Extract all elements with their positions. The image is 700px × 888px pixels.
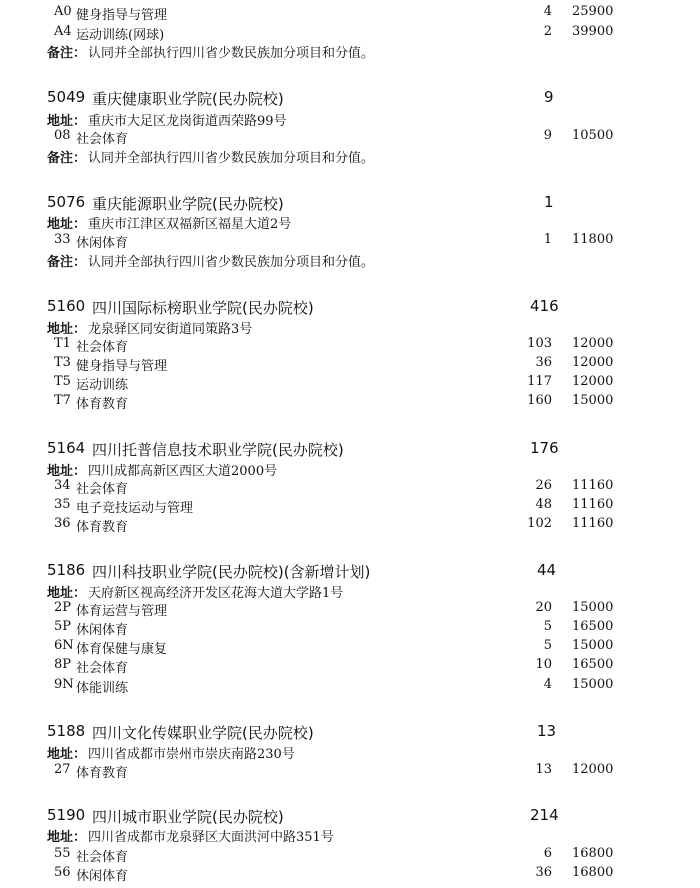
school-code: 5049 <box>47 88 86 106</box>
major-code: 56 <box>54 865 71 880</box>
major-name: 健身指导与管理 <box>76 359 168 374</box>
school-code: 5188 <box>47 722 86 740</box>
address-row <box>0 110 700 130</box>
major-plan: 36 <box>535 355 552 370</box>
major-row <box>0 762 700 782</box>
major-plan: 4 <box>543 677 552 692</box>
major-name: 社会体育 <box>76 482 129 497</box>
major-row <box>0 846 700 866</box>
major-name: 体育教育 <box>76 397 129 412</box>
major-plan: 1 <box>543 232 552 247</box>
major-plan: 6 <box>543 846 552 861</box>
address-label: 地址： <box>47 830 87 845</box>
school-name: 四川托普信息技术职业学院(民办院校) <box>92 441 344 459</box>
major-code: A4 <box>54 24 72 39</box>
major-plan: 5 <box>543 619 552 634</box>
major-plan: 160 <box>527 393 552 408</box>
address-label: 地址： <box>47 464 87 479</box>
major-plan: 103 <box>527 336 552 351</box>
major-code: 55 <box>54 846 71 861</box>
address-text: 天府新区视高经济开发区花海大道大学路1号 <box>88 586 344 601</box>
major-name: 社会体育 <box>76 850 129 865</box>
address-row <box>0 582 700 602</box>
major-name: 社会体育 <box>76 661 129 676</box>
major-fee: 12000 <box>572 336 614 351</box>
note-label: 备注： <box>47 255 87 270</box>
major-fee: 11160 <box>572 497 614 512</box>
major-row <box>0 677 700 697</box>
major-code: 5P <box>54 619 72 634</box>
address-row <box>0 743 700 763</box>
major-plan: 2 <box>543 24 552 39</box>
note-row <box>0 147 700 167</box>
note-label: 备注： <box>47 46 87 61</box>
school-total: 214 <box>530 806 559 824</box>
major-fee: 11160 <box>572 478 614 493</box>
major-row <box>0 516 700 536</box>
address-row <box>0 318 700 338</box>
major-code: 8P <box>54 657 72 672</box>
school-code: 5190 <box>47 806 86 824</box>
major-name: 体育运营与管理 <box>76 604 168 619</box>
major-code: 27 <box>54 762 71 777</box>
major-code: A0 <box>54 4 72 19</box>
major-name: 体育教育 <box>76 766 129 781</box>
address-text: 重庆市江津区双福新区福星大道2号 <box>88 217 292 232</box>
major-code: 6N <box>54 638 74 653</box>
school-name: 重庆能源职业学院(民办院校) <box>92 195 284 213</box>
major-code: 08 <box>54 128 71 143</box>
major-plan: 26 <box>535 478 552 493</box>
major-fee: 16500 <box>572 657 614 672</box>
school-header <box>0 297 700 317</box>
major-name: 电子竞技运动与管理 <box>76 501 194 516</box>
major-row <box>0 657 700 677</box>
major-code: T5 <box>54 374 71 389</box>
school-header <box>0 561 700 581</box>
major-code: T7 <box>54 393 71 408</box>
major-plan: 5 <box>543 638 552 653</box>
major-row <box>0 336 700 356</box>
major-fee: 15000 <box>572 393 614 408</box>
major-row <box>0 619 700 639</box>
major-name: 运动训练(网球) <box>76 28 165 43</box>
major-plan: 48 <box>535 497 552 512</box>
school-total: 13 <box>537 722 557 740</box>
major-fee: 11800 <box>572 232 614 247</box>
major-name: 休闲体育 <box>76 623 129 638</box>
major-name: 健身指导与管理 <box>76 8 168 23</box>
school-name: 重庆健康职业学院(民办院校) <box>92 90 284 108</box>
address-text: 四川省成都市崇州市崇庆南路230号 <box>88 747 295 762</box>
school-total: 176 <box>530 439 559 457</box>
major-row <box>0 355 700 375</box>
major-row <box>0 374 700 394</box>
major-fee: 15000 <box>572 600 614 615</box>
school-name: 四川文化传媒职业学院(民办院校) <box>92 724 314 742</box>
school-code: 5160 <box>47 297 86 315</box>
major-plan: 10 <box>535 657 552 672</box>
school-total: 416 <box>530 297 559 315</box>
school-name: 四川城市职业学院(民办院校) <box>92 808 284 826</box>
school-total: 44 <box>537 561 557 579</box>
major-row <box>0 478 700 498</box>
address-text: 四川省成都市龙泉驿区大面洪河中路351号 <box>88 830 334 845</box>
major-fee: 16800 <box>572 846 614 861</box>
address-label: 地址： <box>47 586 87 601</box>
major-code: 35 <box>54 497 71 512</box>
note-label: 备注： <box>47 151 87 166</box>
address-label: 地址： <box>47 217 87 232</box>
major-row <box>0 128 700 148</box>
major-fee: 15000 <box>572 638 614 653</box>
major-plan: 9 <box>543 128 552 143</box>
major-fee: 12000 <box>572 374 614 389</box>
major-plan: 117 <box>527 374 552 389</box>
address-row <box>0 460 700 480</box>
school-header <box>0 88 700 108</box>
major-name: 休闲体育 <box>76 869 129 884</box>
major-code: 36 <box>54 516 71 531</box>
address-text: 龙泉驿区同安街道同策路3号 <box>88 322 253 337</box>
school-total: 1 <box>544 193 554 211</box>
major-fee: 16500 <box>572 619 614 634</box>
major-fee: 12000 <box>572 762 614 777</box>
school-code: 5186 <box>47 561 86 579</box>
address-label: 地址： <box>47 747 87 762</box>
school-header <box>0 722 700 742</box>
note-row <box>0 251 700 271</box>
major-name: 体育教育 <box>76 520 129 535</box>
major-row <box>0 232 700 252</box>
note-text: 认同并全部执行四川省少数民族加分项目和分值。 <box>88 255 375 270</box>
major-plan: 20 <box>535 600 552 615</box>
major-row <box>0 865 700 885</box>
address-label: 地址： <box>47 322 87 337</box>
major-name: 体能训练 <box>76 681 129 696</box>
major-row <box>0 600 700 620</box>
major-row <box>0 24 700 44</box>
major-code: 33 <box>54 232 71 247</box>
major-row <box>0 638 700 658</box>
school-code: 5076 <box>47 193 86 211</box>
major-fee: 25900 <box>572 4 614 19</box>
school-header <box>0 806 700 826</box>
major-name: 运动训练 <box>76 378 129 393</box>
major-fee: 39900 <box>572 24 614 39</box>
major-fee: 15000 <box>572 677 614 692</box>
school-total: 9 <box>544 88 554 106</box>
major-plan: 4 <box>543 4 552 19</box>
major-name: 休闲体育 <box>76 236 129 251</box>
address-text: 重庆市大足区龙岗街道西荣路99号 <box>88 114 287 129</box>
major-code: 2P <box>54 600 72 615</box>
note-row <box>0 42 700 62</box>
major-fee: 16800 <box>572 865 614 880</box>
school-name: 四川国际标榜职业学院(民办院校) <box>92 299 314 317</box>
major-plan: 36 <box>535 865 552 880</box>
major-code: T1 <box>54 336 71 351</box>
address-row <box>0 826 700 846</box>
major-name: 社会体育 <box>76 132 129 147</box>
major-fee: 10500 <box>572 128 614 143</box>
major-plan: 13 <box>535 762 552 777</box>
major-fee: 12000 <box>572 355 614 370</box>
major-row <box>0 497 700 517</box>
note-text: 认同并全部执行四川省少数民族加分项目和分值。 <box>88 151 375 166</box>
major-code: 34 <box>54 478 71 493</box>
school-header <box>0 439 700 459</box>
address-row <box>0 213 700 233</box>
major-code: 9N <box>54 677 74 692</box>
major-name: 体育保健与康复 <box>76 642 168 657</box>
address-text: 四川成都高新区西区大道2000号 <box>88 464 278 479</box>
major-fee: 11160 <box>572 516 614 531</box>
major-row <box>0 4 700 24</box>
major-plan: 102 <box>527 516 552 531</box>
school-header <box>0 193 700 213</box>
major-row <box>0 393 700 413</box>
school-name: 四川科技职业学院(民办院校)(含新增计划) <box>92 563 371 581</box>
school-code: 5164 <box>47 439 86 457</box>
note-text: 认同并全部执行四川省少数民族加分项目和分值。 <box>88 46 375 61</box>
major-code: T3 <box>54 355 71 370</box>
address-label: 地址： <box>47 114 87 129</box>
major-name: 社会体育 <box>76 340 129 355</box>
